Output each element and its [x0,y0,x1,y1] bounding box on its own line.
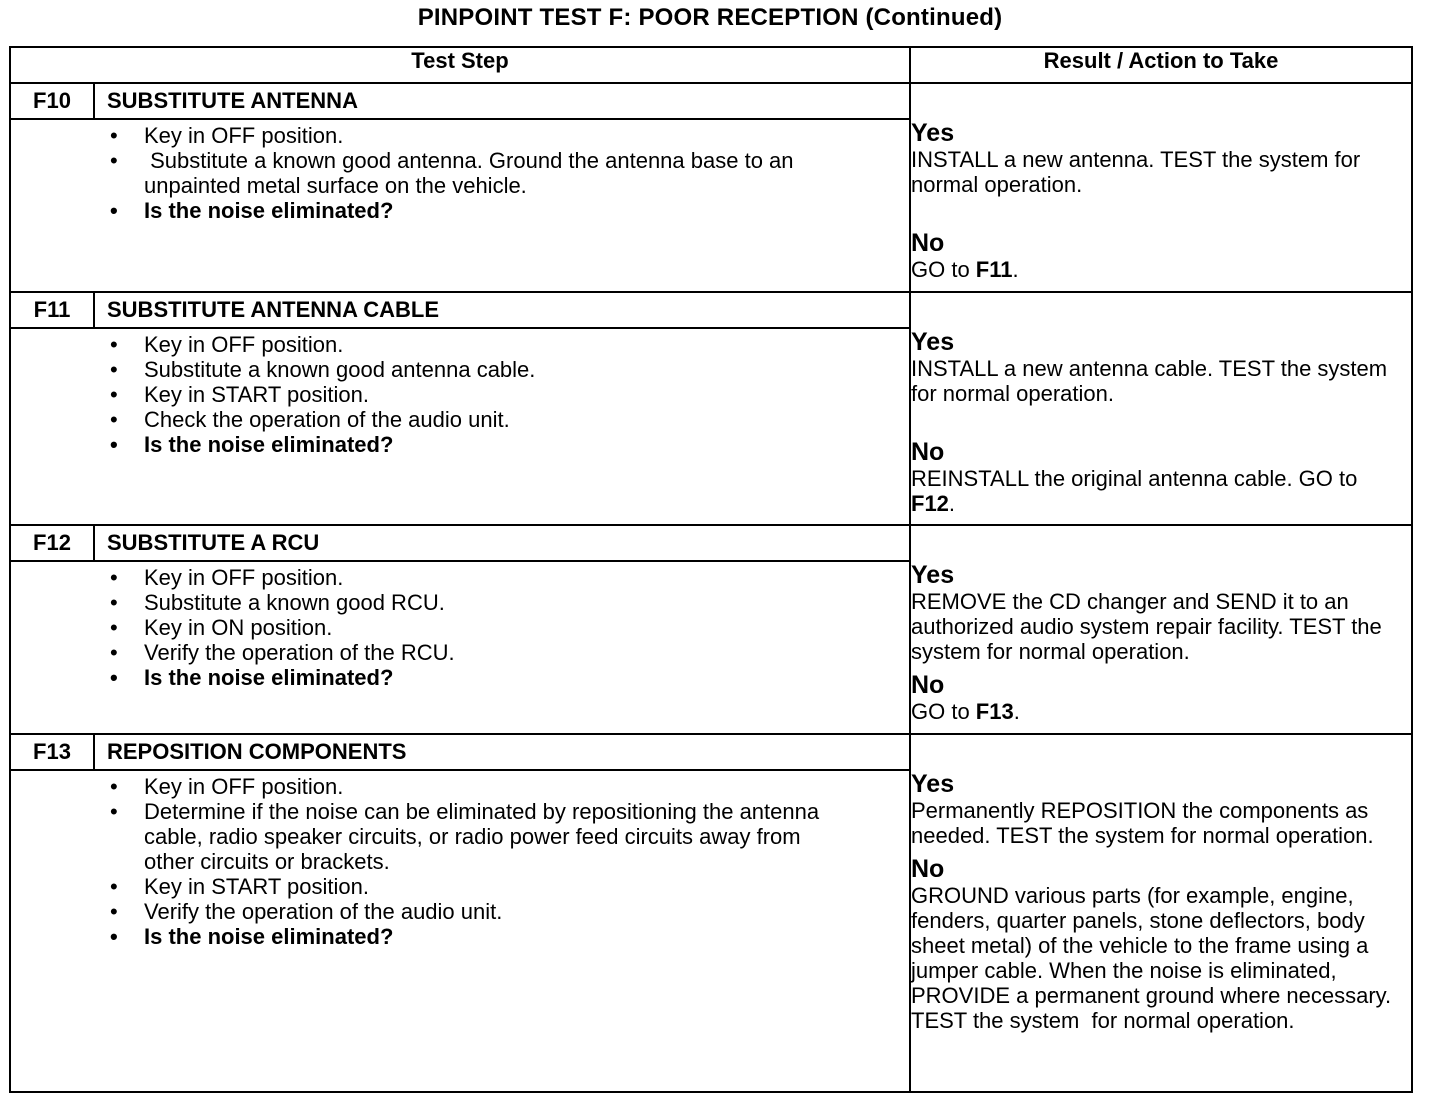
list-item: • Substitute a known good RCU. [106,590,909,615]
list-item: • Substitute a known good antenna cable. [106,357,909,382]
header-result: Result / Action to Take [910,47,1412,83]
yes-action: REMOVE the CD changer and SEND it to an authorized audio system repair facility. TEST the system for normal operation. [911,589,1382,664]
result-cell [910,734,1412,1092]
no-label: No [911,855,945,883]
test-step-cell [10,734,910,1092]
yes-label: Yes [911,328,955,356]
step-bullets [11,771,909,949]
yes-label: Yes [911,770,955,798]
list-item: • Key in OFF position. [106,332,909,357]
result-cell [910,83,1412,292]
no-action [911,699,1411,724]
list-item: • Check the operation of the audio unit. [106,407,909,432]
step-title: SUBSTITUTE ANTENNA CABLE [107,297,440,322]
step-title: SUBSTITUTE ANTENNA [107,88,358,113]
list-item: • Determine if the noise can be eliminated by repositioning the antenna cable, radio speaker circuits, or radio power feed circuits away from other circuits or brackets. [106,799,909,874]
step-id: F11 [11,293,95,327]
list-item: • Key in OFF position. [106,565,909,590]
goto-step-link: F12 [911,491,949,516]
goto-step-link: F11 [975,257,1013,282]
test-step-cell [10,83,910,292]
yes-action: INSTALL a new antenna cable. TEST the system for normal operation. [911,356,1388,406]
yes-label: Yes [911,119,955,147]
step-bullets [11,562,909,690]
step-id: F13 [11,735,95,769]
page-title: PINPOINT TEST F: POOR RECEPTION (Continued) [417,4,1003,31]
no-action-end: . [1013,699,1020,724]
yes-action: INSTALL a new antenna. TEST the system for normal operation. [911,147,1361,197]
list-item: • Verify the operation of the audio unit. [106,899,909,924]
list-item: • Key in START position. [106,874,909,899]
no-action-text: GO to [911,699,976,724]
yes-action: Permanently REPOSITION the components as needed. TEST the system for normal operation. [911,798,1374,848]
step-question: • Is the noise eliminated? [106,924,909,949]
step-header [11,526,909,562]
yes-label: Yes [911,561,955,589]
no-action-text: GROUND various parts (for example, engine, fenders, quarter panels, stone deflectors, body sheet metal) of the vehicle to the frame using a jumper cable. When the noise is eliminated, PROVIDE a permanent ground where necessary. TEST the system for normal operation. [911,883,1397,1033]
list-item: • Key in ON position. [106,615,909,640]
table-row [10,734,1412,1092]
table-row [10,83,1412,292]
test-step-cell [10,292,910,525]
no-action-end: . [948,491,956,516]
no-action [911,883,1411,1033]
table-row [10,525,1412,734]
list-item: • Key in OFF position. [106,774,909,799]
table-row [10,292,1412,525]
list-item: • Substitute a known good antenna. Ground the antenna base to an unpainted metal surface on the vehicle. [106,148,909,198]
list-item: • Verify the operation of the RCU. [106,640,909,665]
step-question: • Is the noise eliminated? [106,665,909,690]
step-bullets [11,329,909,457]
no-label: No [911,438,945,466]
step-question: • Is the noise eliminated? [106,432,909,457]
no-action-end: . [1012,257,1019,282]
no-label: No [911,229,945,257]
test-step-cell [10,525,910,734]
result-cell [910,525,1412,734]
header-test-step: Test Step [10,47,910,83]
step-header [11,84,909,120]
no-action-text: REINSTALL the original antenna cable. GO to [911,466,1364,491]
no-action [911,257,1411,282]
step-title: REPOSITION COMPONENTS [107,739,407,764]
pinpoint-test-table [9,46,1413,1093]
list-item: • Key in START position. [106,382,909,407]
no-action-text: GO to [911,257,976,282]
result-cell [910,292,1412,525]
no-label: No [911,671,945,699]
no-action [911,466,1411,516]
goto-step-link: F13 [975,699,1014,724]
step-title: SUBSTITUTE A RCU [107,530,320,555]
step-header [11,735,909,771]
step-id: F12 [11,526,95,560]
step-bullets [11,120,909,223]
step-header [11,293,909,329]
table-header-row [10,47,1412,83]
step-question: • Is the noise eliminated? [106,198,909,223]
step-id: F10 [11,84,95,118]
list-item: • Key in OFF position. [106,123,909,148]
